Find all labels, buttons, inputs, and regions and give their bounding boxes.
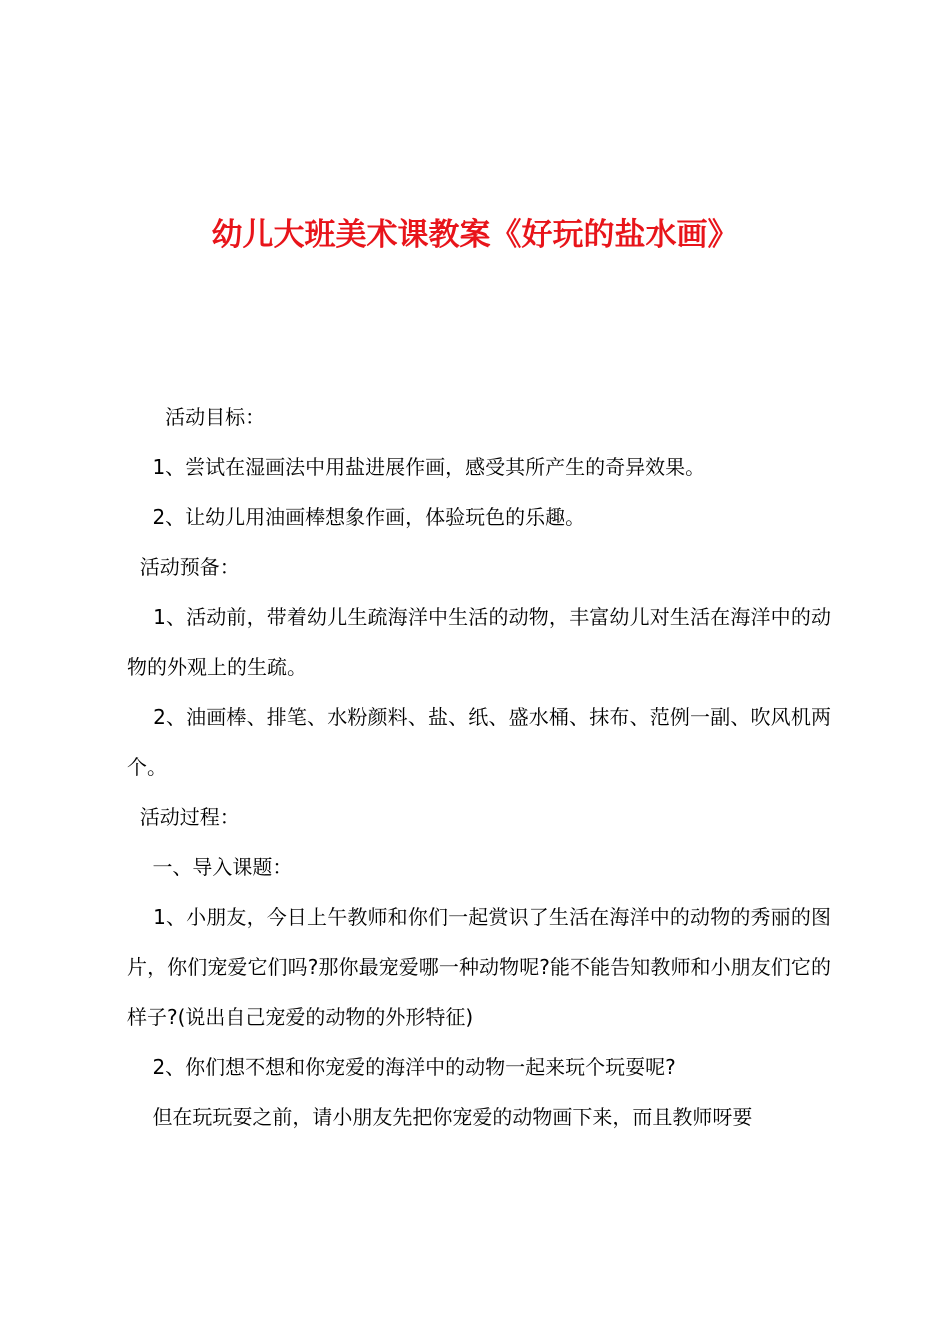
paragraph-goal-1: 1、尝试在湿画法中用盐进展作画，感受其所产生的奇异效果。 (127, 455, 706, 479)
heading-activity-preparation: 活动预备： (127, 555, 240, 579)
document-title: 幼儿大班美术课教案《好玩的盐水画》 (211, 217, 739, 253)
heading-activity-goals: 活动目标： (127, 405, 266, 429)
paragraph-preparation-2: 2、油画棒、排笔、水粉颜料、盐、纸、盛水桶、抹布、范例一副、吹风机两个。 (127, 705, 831, 779)
heading-activity-process: 活动过程： (127, 805, 240, 829)
heading-introduction: 一、导入课题： (127, 855, 293, 879)
paragraph-process-3: 但在玩玩耍之前，请小朋友先把你宠爱的动物画下来，而且教师呀要 (127, 1105, 753, 1129)
paragraph-process-2: 2、你们想不想和你宠爱的海洋中的动物一起来玩个玩耍呢? (127, 1055, 676, 1079)
paragraph-process-1: 1、小朋友，今日上午教师和你们一起赏识了生活在海洋中的动物的秀丽的图片，你们宠爱它们吗?那你最宠爱哪一种动物呢?能不能告知教师和小朋友们它的样子?(说出自己宠爱的动物的外形特征) (127, 905, 831, 1029)
paragraph-preparation-1: 1、活动前，带着幼儿生疏海洋中生活的动物，丰富幼儿对生活在海洋中的动物的外观上的生疏。 (127, 605, 831, 679)
paragraph-goal-2: 2、让幼儿用油画棒想象作画，体验玩色的乐趣。 (127, 505, 586, 529)
document-body (127, 392, 831, 1142)
